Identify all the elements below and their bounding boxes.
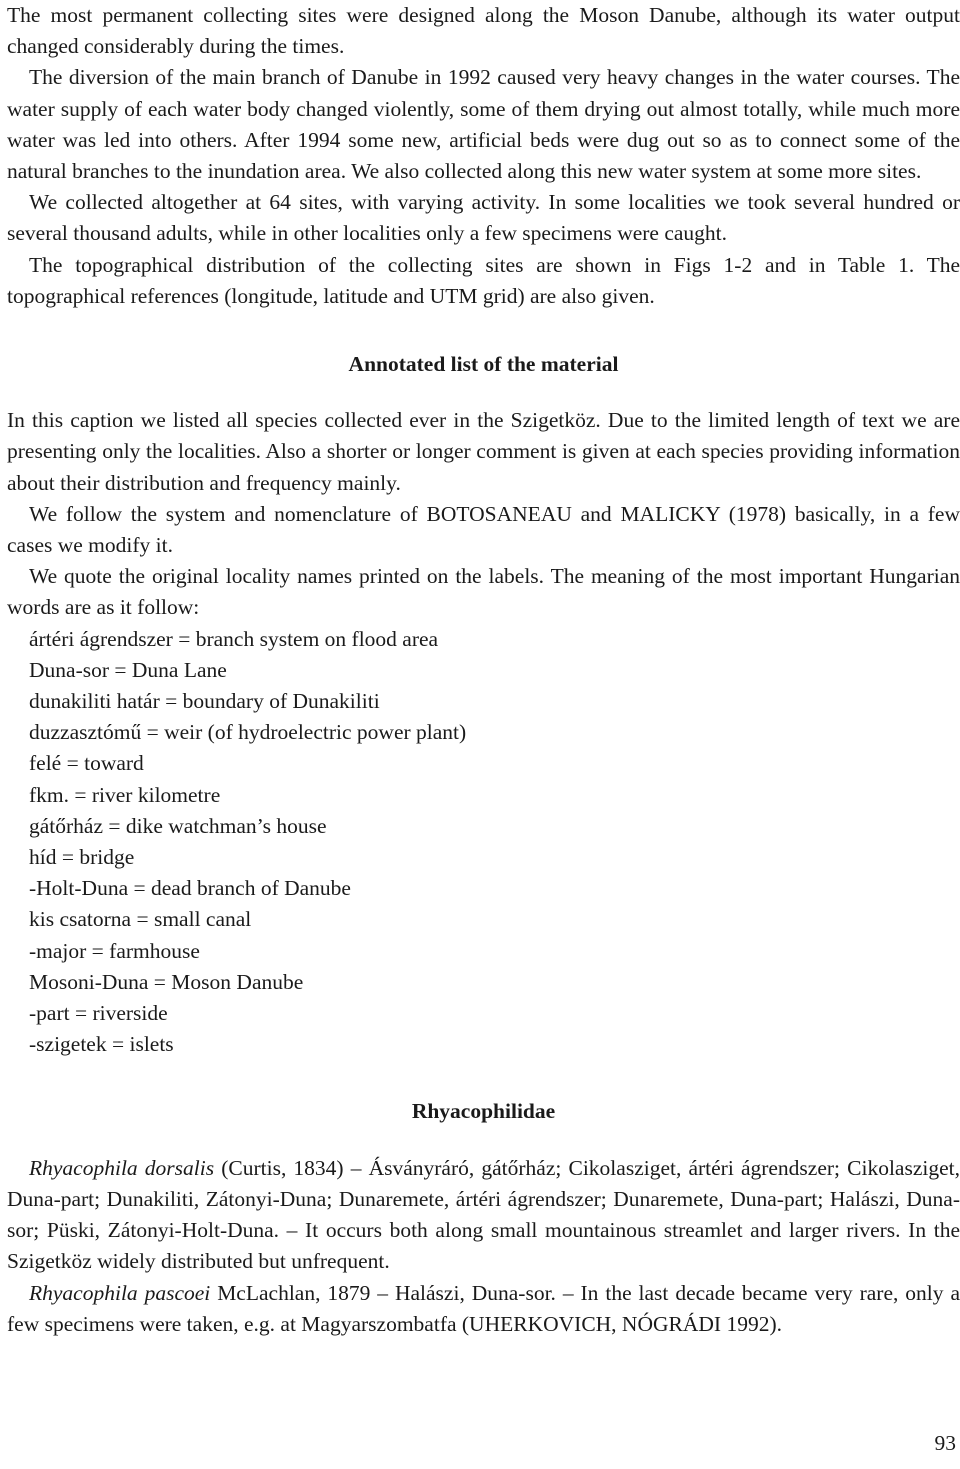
annotated-paragraph-3: We quote the original locality names printed on the labels. The meaning of the most important Hungarian words are as it follow: <box>7 564 960 620</box>
glossary-item: -major = farmhouse <box>29 938 200 963</box>
spacer <box>7 1127 960 1153</box>
species-text: McLachlan, 1879 – Halászi, Duna-sor. – In the last decade became very rare, only a few specimens were taken, e.g. at Magyarszombatfa (UHERKOVICH, NÓGRÁDI 1992). <box>7 1280 960 1336</box>
species-text: (Curtis, 1834) – Ásványráró, gátőrház; Cikolasziget, ártéri ágrendszer; Cikolasziget, Duna-part; Dunakiliti, Zátonyi-Duna; Dunaremete, ártéri ágrendszer; Dunaremete, Duna-part; Halászi, Duna-sor; Püski, Zátonyi-Holt-Duna. – It occurs both along small mountainous streamlet and larger rivers. In the Szigetköz widely distributed but unfrequent. <box>7 1155 960 1274</box>
glossary-item: kis csatorna = small canal <box>29 907 252 932</box>
glossary-item: dunakiliti határ = boundary of Dunakiliti <box>29 689 380 714</box>
glossary-item: ártéri ágrendszer = branch system on flood area <box>29 626 439 651</box>
glossary-item: Duna-sor = Duna Lane <box>29 657 227 682</box>
species-name: Rhyacophila pascoei <box>29 1280 211 1305</box>
glossary-item: Mosoni-Duna = Moson Danube <box>29 969 304 994</box>
glossary-item: -part = riverside <box>29 1001 168 1026</box>
hungarian-glossary <box>7 624 960 1061</box>
glossary-item: -Holt-Duna = dead branch of Danube <box>29 876 351 901</box>
glossary-item: duzzasztómű = weir (of hydroelectric power plant) <box>29 720 467 745</box>
intro-paragraph-2: The diversion of the main branch of Danube in 1992 caused very heavy changes in the water courses. The water supply of each water body changed violently, some of them drying out almost totally, while much more water was led into others. After 1994 some new, artificial beds were dug out so as to connect some of the natural branches to the inundation area. We also collected along this new water system at some more sites. <box>7 65 960 184</box>
glossary-item: híd = bridge <box>29 845 135 870</box>
section-heading-family: Rhyacophilidae <box>411 1098 556 1123</box>
glossary-item: fkm. = river kilometre <box>29 782 221 807</box>
page-number: 93 <box>934 1431 956 1455</box>
intro-paragraph-3: We collected altogether at 64 sites, with varying activity. In some localities we took several hundred or several thousand adults, while in other localities only a few specimens were caught. <box>7 190 960 246</box>
species-entry-2 <box>7 1278 960 1340</box>
glossary-item: felé = toward <box>29 751 144 776</box>
intro-paragraph-4: The topographical distribution of the collecting sites are shown in Figs 1-2 and in Table 1. The topographical references (longitude, latitude and UTM grid) are also given. <box>7 252 960 308</box>
spacer <box>7 380 960 405</box>
glossary-item: gátőrház = dike watchman’s house <box>29 813 327 838</box>
spacer <box>7 312 960 349</box>
species-name: Rhyacophila dorsalis <box>29 1155 215 1180</box>
annotated-paragraph-1: In this caption we listed all species collected ever in the Szigetköz. Due to the limited length of text we are presenting only the localities. Also a shorter or longer comment is given at each species providing information about their distribution and frequency mainly. <box>7 408 960 495</box>
annotated-paragraph-2: We follow the system and nomenclature of BOTOSANEAU and MALICKY (1978) basically, in a few cases we modify it. <box>7 501 960 558</box>
species-entry-1 <box>7 1153 960 1278</box>
glossary-item: -szigetek = islets <box>29 1032 174 1057</box>
document-page <box>7 0 960 1340</box>
spacer <box>7 1061 960 1096</box>
intro-paragraph-1: The most permanent collecting sites were designed along the Moson Danube, although its water output changed considerably during the times. <box>7 3 960 59</box>
section-heading-annotated-list: Annotated list of the material <box>348 352 619 377</box>
